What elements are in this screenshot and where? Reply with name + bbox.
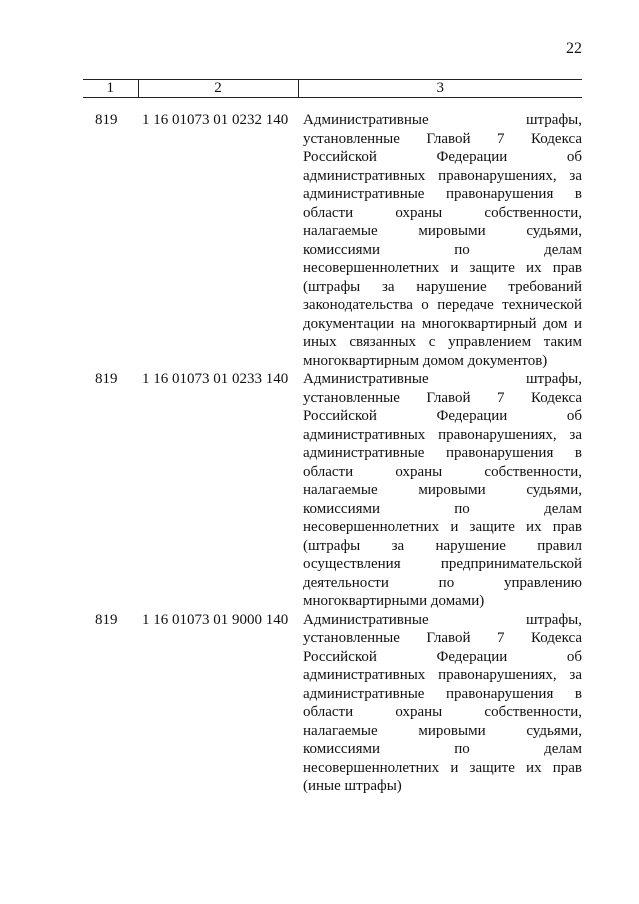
description-line: административных правонарушениях, за [303, 167, 582, 184]
description-line: комиссиями по делам [303, 500, 582, 517]
description-line: Административные штрафы, [303, 371, 582, 387]
description-cell [298, 111, 582, 370]
table-row [83, 111, 582, 370]
description-line: иных связанных с управлением таким [303, 334, 582, 350]
description-line: установленные Главой 7 Кодекса [303, 130, 582, 147]
description-line: налагаемые мировыми судьями, [303, 722, 582, 739]
description-line: области охраны собственности, [303, 463, 582, 480]
description-line: административных правонарушениях, за [303, 426, 582, 443]
description-line: комиссиями по делам [303, 741, 582, 757]
description-line: (штрафы за нарушение требований [303, 278, 582, 295]
description-line: комиссиями по делам [303, 241, 582, 258]
description-line: административные правонарушения в [303, 445, 582, 461]
header-col-1: 1 [83, 80, 138, 98]
description-line: административные правонарушения в [303, 685, 582, 702]
description-cell [298, 611, 582, 796]
description-line: установленные Главой 7 Кодекса [303, 389, 582, 406]
description-line: многоквартирными домами) [303, 593, 485, 609]
description-line: установленные Главой 7 Кодекса [303, 630, 582, 646]
admin-code-cell: 819 [95, 371, 118, 387]
description-line: (иные штрафы) [303, 778, 402, 794]
header-col-2: 2 [138, 80, 298, 98]
description-line: административных правонарушениях, за [303, 667, 582, 683]
description-line: деятельности по управлению [303, 574, 582, 591]
table-body [83, 98, 582, 796]
description-cell [298, 370, 582, 611]
page-number: 22 [566, 40, 582, 57]
description-line: документации на многоквартирный дом и [303, 315, 582, 332]
admin-code-cell: 819 [95, 112, 118, 128]
description-line: Административные штрафы, [303, 112, 582, 128]
table-row [83, 370, 582, 611]
description-line: многоквартирным домом документов) [303, 352, 548, 369]
description-line: налагаемые мировыми судьями, [303, 482, 582, 498]
header-col-3: 3 [298, 80, 582, 98]
table-row [83, 611, 582, 796]
classification-table [83, 79, 582, 796]
description-line: (штрафы за нарушение правил [303, 537, 582, 554]
admin-code-cell: 819 [95, 611, 118, 628]
description-line: законодательства о передаче технической [303, 297, 582, 313]
description-line: области охраны собственности, [303, 204, 582, 221]
table-header [83, 80, 582, 98]
description-line: несовершеннолетних и защите их прав [303, 260, 582, 276]
description-line: Российской Федерации об [303, 408, 582, 424]
budget-code-cell: 1 16 01073 01 0233 140 [142, 371, 289, 387]
description-line: налагаемые мировыми судьями, [303, 223, 582, 239]
description-line: Российской Федерации об [303, 149, 582, 165]
description-line: Российской Федерации об [303, 648, 582, 665]
description-line: административные правонарушения в [303, 186, 582, 202]
budget-code-cell: 1 16 01073 01 0232 140 [142, 112, 289, 128]
description-line: Административные штрафы, [303, 611, 582, 628]
description-line: несовершеннолетних и защите их прав [303, 759, 582, 776]
description-line: несовершеннолетних и защите их прав [303, 519, 582, 535]
description-line: осуществления предпринимательской [303, 556, 582, 572]
budget-code-cell: 1 16 01073 01 9000 140 [142, 611, 289, 628]
description-line: области охраны собственности, [303, 704, 582, 720]
